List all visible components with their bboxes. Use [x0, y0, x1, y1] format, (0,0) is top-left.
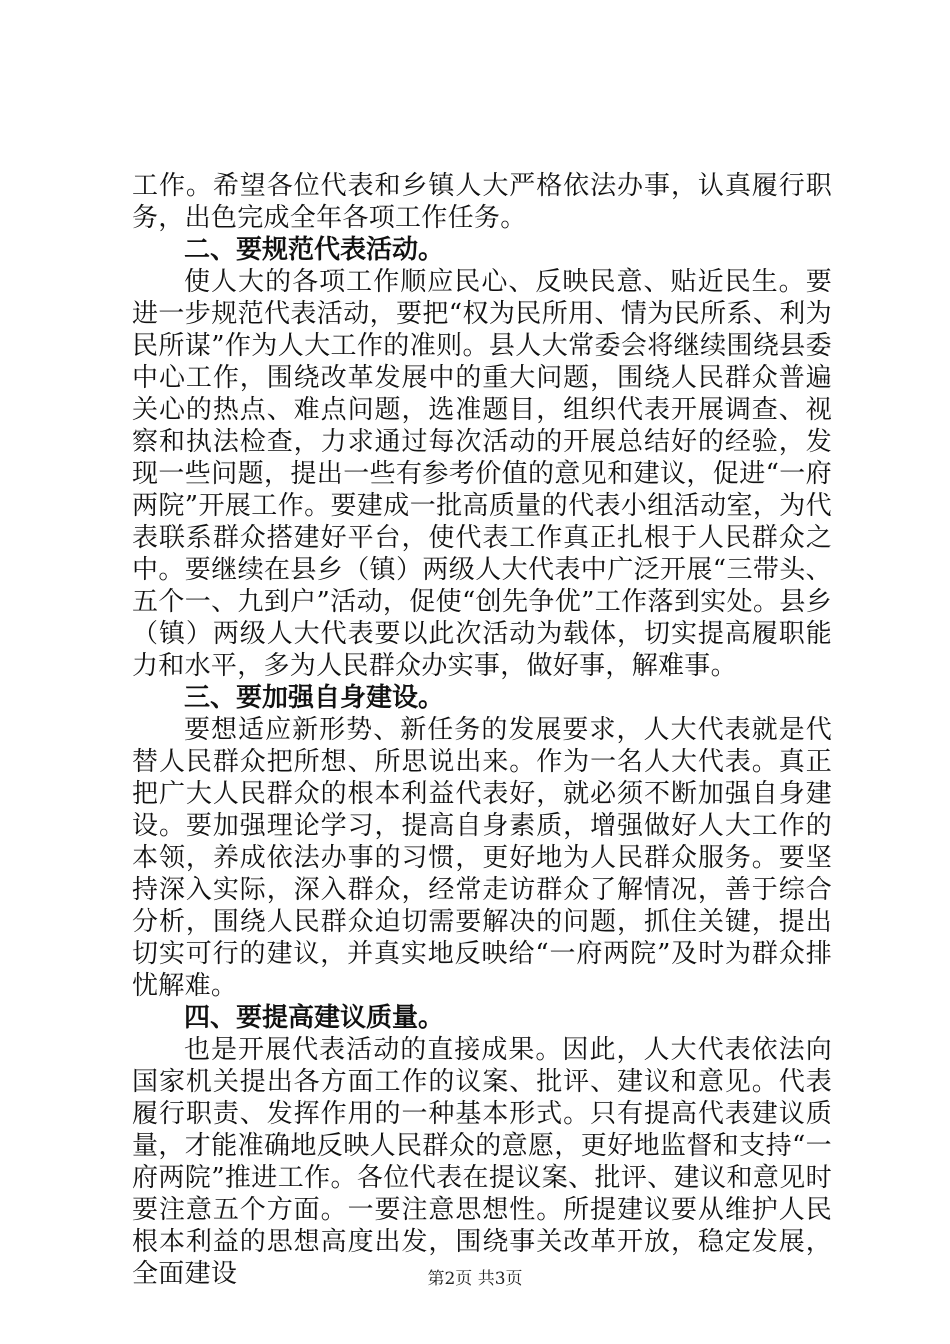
paragraph-section-4: 也是开展代表活动的直接成果。因此，人大代表依法向国家机关提出各方面工作的议案、批评、建议和意见。代表履行职责、发挥作用的一种基本形式。只有提高代表建议质量，才能准确地反映人民群众的意愿，更好地监督和支持“一府两院”推进工作。各位代表在提议案、批评、建议和意见时要注意五个方面。一要注意思想性。所提建议要从维护人民根本利益的思想高度出发，围绕事关改革开放，稳定发展，全面建设 — [132, 1035, 832, 1289]
paragraph-section-2: 使人大的各项工作顺应民心、反映民意、贴近民生。要进一步规范代表活动，要把“权为民所用、情为民所系、利为民所谋”作为人大工作的准则。县人大常委会将继续围绕县委中心工作，围绕改革发展中的重大问题，围绕人民群众普遍关心的热点、难点问题，选准题目，组织代表开展调查、视察和执法检查，力求通过每次活动的开展总结好的经验，发现一些问题，提出一些有参考价值的意见和建议，促进“一府两院”开展工作。要建成一批高质量的代表小组活动室，为代表联系群众搭建好平台，使代表工作真正扎根于人民群众之中。要继续在县乡（镇）两级人大代表中广泛开展“三带头、五个一、九到户”活动，促使“创先争优”工作落到实处。县乡（镇）两级人大代表要以此次活动为载体，切实提高履职能力和水平，多为人民群众办实事，做好事，解难事。 — [132, 267, 832, 681]
document-body — [132, 170, 832, 1290]
section-heading-2: 二、要规范代表活动。 — [184, 235, 445, 265]
section-heading-3: 三、要加强自身建设。 — [184, 683, 445, 713]
page-number: 第2页 共3页 — [427, 1269, 523, 1289]
paragraph-section-3: 要想适应新形势、新任务的发展要求，人大代表就是代替人民群众把所想、所思说出来。作为一名人大代表。真正把广大人民群众的根本利益代表好，就必须不断加强自身建设。要加强理论学习，提高自身素质，增强做好人大工作的本领，养成依法办事的习惯，更好地为人民群众服务。要坚持深入实际，深入群众，经常走访群众了解情况，善于综合分析，围绕人民群众迫切需要解决的问题，抓住关键，提出切实可行的建议，并真实地反映给“一府两院”及时为群众排忧解难。 — [132, 715, 832, 1001]
section-heading-4: 四、要提高建议质量。 — [184, 1003, 445, 1033]
page-footer — [0, 1268, 950, 1290]
paragraph-continuation: 工作。希望各位代表和乡镇人大严格依法办事，认真履行职务，出色完成全年各项工作任务。 — [132, 171, 832, 233]
